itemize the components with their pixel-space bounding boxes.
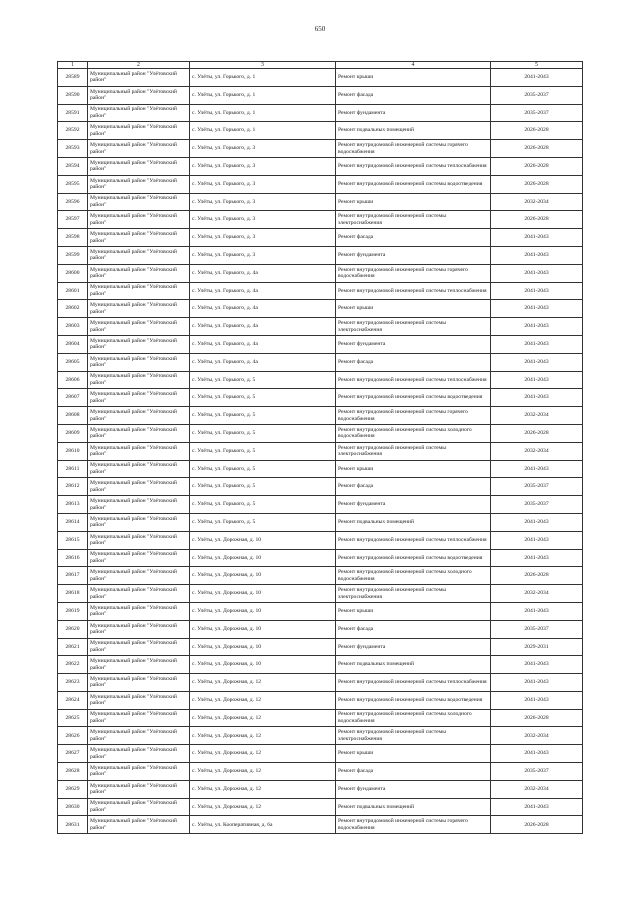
period-cell: 2035-2037 [491, 620, 583, 638]
row-number-cell: 28589 [58, 69, 88, 87]
period-cell: 2041-2043 [491, 389, 583, 407]
work-type-cell: Ремонт крыши [336, 602, 491, 620]
table-row [58, 460, 583, 478]
district-cell: Муниципальный район "Улётовский район" [88, 86, 190, 104]
row-number-cell: 28596 [58, 193, 88, 211]
period-cell: 2041-2043 [491, 602, 583, 620]
period-cell: 2029-2031 [491, 638, 583, 656]
district-cell: Муниципальный район "Улётовский район" [88, 69, 190, 87]
table-row [58, 727, 583, 745]
period-cell: 2026-2028 [491, 816, 583, 834]
table-row [58, 780, 583, 798]
table-row [58, 549, 583, 567]
district-cell: Муниципальный район "Улётовский район" [88, 656, 190, 674]
work-type-cell: Ремонт внутридомовой инженерной системы теплоснабжения [336, 282, 491, 300]
district-cell: Муниципальный район "Улётовский район" [88, 620, 190, 638]
work-type-cell: Ремонт фасада [336, 620, 491, 638]
district-cell: Муниципальный район "Улётовский район" [88, 140, 190, 158]
work-type-cell: Ремонт внутридомовой инженерной системы теплоснабжения [336, 157, 491, 175]
address-cell: с. Улёты, ул. Горького, д. 1 [190, 86, 336, 104]
row-number-cell: 28600 [58, 264, 88, 282]
table-row [58, 157, 583, 175]
district-cell: Муниципальный район "Улётовский район" [88, 122, 190, 140]
period-cell: 2026-2028 [491, 424, 583, 442]
work-type-cell: Ремонт внутридомовой инженерной системы горячего водоснабжения [336, 407, 491, 425]
row-number-cell: 28629 [58, 780, 88, 798]
district-cell: Муниципальный район "Улётовский район" [88, 745, 190, 763]
address-cell: с. Улёты, ул. Горького, д. 1 [190, 122, 336, 140]
table-row [58, 193, 583, 211]
address-cell: с. Улёты, ул. Дорожная, д. 10 [190, 638, 336, 656]
row-number-cell: 28618 [58, 585, 88, 603]
row-number-cell: 28614 [58, 513, 88, 531]
column-header: 2 [88, 62, 190, 69]
district-cell: Муниципальный район "Улётовский район" [88, 371, 190, 389]
table-row [58, 709, 583, 727]
table-row [58, 656, 583, 674]
district-cell: Муниципальный район "Улётовский район" [88, 531, 190, 549]
work-type-cell: Ремонт внутридомовой инженерной системы холодного водоснабжения [336, 424, 491, 442]
period-cell: 2035-2037 [491, 763, 583, 781]
row-number-cell: 28610 [58, 442, 88, 460]
district-cell: Муниципальный район "Улётовский район" [88, 460, 190, 478]
table-row [58, 353, 583, 371]
table-row [58, 620, 583, 638]
work-type-cell: Ремонт внутридомовой инженерной системы водоотведения [336, 691, 491, 709]
work-type-cell: Ремонт фундамента [336, 335, 491, 353]
address-cell: с. Улёты, ул. Горького, д. 3 [190, 193, 336, 211]
district-cell: Муниципальный район "Улётовский район" [88, 353, 190, 371]
table-row [58, 816, 583, 834]
district-cell: Муниципальный район "Улётовский район" [88, 602, 190, 620]
address-cell: с. Улёты, ул. Горького, д. 5 [190, 460, 336, 478]
repair-schedule-table [57, 61, 583, 834]
district-cell: Муниципальный район "Улётовский район" [88, 246, 190, 264]
row-number-cell: 28625 [58, 709, 88, 727]
period-cell: 2026-2028 [491, 567, 583, 585]
address-cell: с. Улёты, ул. Горького, д. 3 [190, 157, 336, 175]
period-cell: 2041-2043 [491, 460, 583, 478]
address-cell: с. Улёты, ул. Горького, д. 1 [190, 69, 336, 87]
district-cell: Муниципальный район "Улётовский район" [88, 727, 190, 745]
district-cell: Муниципальный район "Улётовский район" [88, 424, 190, 442]
district-cell: Муниципальный район "Улётовский район" [88, 157, 190, 175]
row-number-cell: 28626 [58, 727, 88, 745]
address-cell: с. Улёты, ул. Горького, д. 5 [190, 371, 336, 389]
district-cell: Муниципальный район "Улётовский район" [88, 816, 190, 834]
work-type-cell: Ремонт внутридомовой инженерной системы электроснабжения [336, 727, 491, 745]
district-cell: Муниципальный район "Улётовский район" [88, 264, 190, 282]
address-cell: с. Улёты, ул. Дорожная, д. 10 [190, 656, 336, 674]
address-cell: с. Улёты, ул. Дорожная, д. 10 [190, 549, 336, 567]
row-number-cell: 28598 [58, 229, 88, 247]
row-number-cell: 28604 [58, 335, 88, 353]
table-row [58, 478, 583, 496]
address-cell: с. Улёты, ул. Горького, д. 4а [190, 335, 336, 353]
row-number-cell: 28593 [58, 140, 88, 158]
work-type-cell: Ремонт внутридомовой инженерной системы электроснабжения [336, 585, 491, 603]
row-number-cell: 28611 [58, 460, 88, 478]
work-type-cell: Ремонт фасада [336, 86, 491, 104]
address-cell: с. Улёты, ул. Горького, д. 5 [190, 513, 336, 531]
address-cell: с. Улёты, ул. Горького, д. 3 [190, 211, 336, 229]
table-body [58, 62, 583, 834]
address-cell: с. Улёты, ул. Горького, д. 4а [190, 300, 336, 318]
address-cell: с. Улёты, ул. Дорожная, д. 12 [190, 727, 336, 745]
row-number-cell: 28612 [58, 478, 88, 496]
table-row [58, 389, 583, 407]
period-cell: 2041-2043 [491, 246, 583, 264]
address-cell: с. Улёты, ул. Горького, д. 3 [190, 175, 336, 193]
table-row [58, 567, 583, 585]
work-type-cell: Ремонт фасада [336, 229, 491, 247]
period-cell: 2041-2043 [491, 229, 583, 247]
district-cell: Муниципальный район "Улётовский район" [88, 585, 190, 603]
period-cell: 2032-2034 [491, 727, 583, 745]
work-type-cell: Ремонт внутридомовой инженерной системы электроснабжения [336, 211, 491, 229]
period-cell: 2041-2043 [491, 371, 583, 389]
row-number-cell: 28609 [58, 424, 88, 442]
period-cell: 2032-2034 [491, 442, 583, 460]
table-row [58, 745, 583, 763]
work-type-cell: Ремонт крыши [336, 745, 491, 763]
district-cell: Муниципальный район "Улётовский район" [88, 549, 190, 567]
period-cell: 2041-2043 [491, 531, 583, 549]
row-number-cell: 28628 [58, 763, 88, 781]
address-cell: с. Улёты, ул. Дорожная, д. 10 [190, 620, 336, 638]
table-row [58, 211, 583, 229]
table-row [58, 282, 583, 300]
address-cell: с. Улёты, ул. Горького, д. 5 [190, 424, 336, 442]
period-cell: 2026-2028 [491, 175, 583, 193]
work-type-cell: Ремонт внутридомовой инженерной системы водоотведения [336, 549, 491, 567]
district-cell: Муниципальный район "Улётовский район" [88, 691, 190, 709]
address-cell: с. Улёты, ул. Горького, д. 1 [190, 104, 336, 122]
address-cell: с. Улёты, ул. Дорожная, д. 10 [190, 585, 336, 603]
table-row [58, 318, 583, 336]
row-number-cell: 28606 [58, 371, 88, 389]
row-number-cell: 28617 [58, 567, 88, 585]
work-type-cell: Ремонт внутридомовой инженерной системы теплоснабжения [336, 674, 491, 692]
table-row [58, 531, 583, 549]
district-cell: Муниципальный район "Улётовский район" [88, 798, 190, 816]
work-type-cell: Ремонт внутридомовой инженерной системы электроснабжения [336, 318, 491, 336]
table-row [58, 300, 583, 318]
period-cell: 2032-2034 [491, 193, 583, 211]
address-cell: с. Улёты, ул. Горького, д. 3 [190, 140, 336, 158]
row-number-cell: 28631 [58, 816, 88, 834]
table-row [58, 122, 583, 140]
row-number-cell: 28608 [58, 407, 88, 425]
period-cell: 2026-2028 [491, 122, 583, 140]
period-cell: 2041-2043 [491, 282, 583, 300]
period-cell: 2041-2043 [491, 691, 583, 709]
row-number-cell: 28613 [58, 496, 88, 514]
row-number-cell: 28602 [58, 300, 88, 318]
table-row [58, 140, 583, 158]
period-cell: 2026-2028 [491, 157, 583, 175]
column-header: 1 [58, 62, 88, 69]
row-number-cell: 28592 [58, 122, 88, 140]
table-row [58, 798, 583, 816]
row-number-cell: 28594 [58, 157, 88, 175]
work-type-cell: Ремонт внутридомовой инженерной системы теплоснабжения [336, 531, 491, 549]
period-cell: 2041-2043 [491, 335, 583, 353]
column-header: 4 [336, 62, 491, 69]
table-row [58, 371, 583, 389]
work-type-cell: Ремонт внутридомовой инженерной системы горячего водоснабжения [336, 816, 491, 834]
address-cell: с. Улёты, ул. Дорожная, д. 12 [190, 780, 336, 798]
table-row [58, 229, 583, 247]
row-number-cell: 28615 [58, 531, 88, 549]
row-number-cell: 28624 [58, 691, 88, 709]
table-row [58, 104, 583, 122]
work-type-cell: Ремонт подвальных помещений [336, 513, 491, 531]
address-cell: с. Улёты, ул. Дорожная, д. 10 [190, 531, 336, 549]
address-cell: с. Улёты, ул. Дорожная, д. 12 [190, 763, 336, 781]
table-row [58, 691, 583, 709]
work-type-cell: Ремонт фундамента [336, 104, 491, 122]
row-number-cell: 28630 [58, 798, 88, 816]
district-cell: Муниципальный район "Улётовский район" [88, 407, 190, 425]
work-type-cell: Ремонт внутридомовой инженерной системы теплоснабжения [336, 371, 491, 389]
district-cell: Муниципальный район "Улётовский район" [88, 282, 190, 300]
address-cell: с. Улёты, ул. Горького, д. 3 [190, 246, 336, 264]
period-cell: 2041-2043 [491, 656, 583, 674]
table-row [58, 585, 583, 603]
column-number-row [58, 62, 583, 69]
row-number-cell: 28591 [58, 104, 88, 122]
work-type-cell: Ремонт внутридомовой инженерной системы водоотведения [336, 175, 491, 193]
district-cell: Муниципальный район "Улётовский район" [88, 442, 190, 460]
table-row [58, 513, 583, 531]
work-type-cell: Ремонт фундамента [336, 246, 491, 264]
period-cell: 2041-2043 [491, 674, 583, 692]
table-row [58, 335, 583, 353]
period-cell: 2026-2028 [491, 211, 583, 229]
row-number-cell: 28597 [58, 211, 88, 229]
district-cell: Муниципальный район "Улётовский район" [88, 211, 190, 229]
period-cell: 2035-2037 [491, 104, 583, 122]
district-cell: Муниципальный район "Улётовский район" [88, 335, 190, 353]
work-type-cell: Ремонт фундамента [336, 638, 491, 656]
row-number-cell: 28620 [58, 620, 88, 638]
district-cell: Муниципальный район "Улётовский район" [88, 318, 190, 336]
address-cell: с. Улёты, ул. Дорожная, д. 12 [190, 674, 336, 692]
work-type-cell: Ремонт внутридомовой инженерной системы электроснабжения [336, 442, 491, 460]
period-cell: 2041-2043 [491, 353, 583, 371]
row-number-cell: 28616 [58, 549, 88, 567]
district-cell: Муниципальный район "Улётовский район" [88, 478, 190, 496]
address-cell: с. Улёты, ул. Горького, д. 5 [190, 496, 336, 514]
table-row [58, 424, 583, 442]
district-cell: Муниципальный район "Улётовский район" [88, 389, 190, 407]
period-cell: 2032-2034 [491, 407, 583, 425]
page-number: 650 [314, 25, 326, 33]
work-type-cell: Ремонт подвальных помещений [336, 798, 491, 816]
table-row [58, 246, 583, 264]
period-cell: 2026-2028 [491, 140, 583, 158]
work-type-cell: Ремонт внутридомовой инженерной системы горячего водоснабжения [336, 264, 491, 282]
work-type-cell: Ремонт фундамента [336, 780, 491, 798]
table-row [58, 86, 583, 104]
address-cell: с. Улёты, ул. Дорожная, д. 12 [190, 798, 336, 816]
period-cell: 2035-2037 [491, 478, 583, 496]
row-number-cell: 28595 [58, 175, 88, 193]
period-cell: 2041-2043 [491, 798, 583, 816]
row-number-cell: 28607 [58, 389, 88, 407]
work-type-cell: Ремонт фасада [336, 478, 491, 496]
column-header: 5 [491, 62, 583, 69]
row-number-cell: 28621 [58, 638, 88, 656]
table-row [58, 69, 583, 87]
column-header: 3 [190, 62, 336, 69]
district-cell: Муниципальный район "Улётовский район" [88, 780, 190, 798]
address-cell: с. Улёты, ул. Горького, д. 5 [190, 389, 336, 407]
address-cell: с. Улёты, ул. Горького, д. 4а [190, 318, 336, 336]
period-cell: 2041-2043 [491, 264, 583, 282]
row-number-cell: 28623 [58, 674, 88, 692]
work-type-cell: Ремонт крыши [336, 300, 491, 318]
address-cell: с. Улёты, ул. Горького, д. 4а [190, 353, 336, 371]
period-cell: 2041-2043 [491, 513, 583, 531]
row-number-cell: 28601 [58, 282, 88, 300]
work-type-cell: Ремонт фасада [336, 353, 491, 371]
table-row [58, 175, 583, 193]
district-cell: Муниципальный район "Улётовский район" [88, 229, 190, 247]
work-type-cell: Ремонт крыши [336, 460, 491, 478]
address-cell: с. Улёты, ул. Горького, д. 3 [190, 229, 336, 247]
period-cell: 2026-2028 [491, 709, 583, 727]
row-number-cell: 28603 [58, 318, 88, 336]
work-type-cell: Ремонт фасада [336, 763, 491, 781]
district-cell: Муниципальный район "Улётовский район" [88, 496, 190, 514]
work-type-cell: Ремонт внутридомовой инженерной системы холодного водоснабжения [336, 567, 491, 585]
address-cell: с. Улёты, ул. Горького, д. 4а [190, 282, 336, 300]
district-cell: Муниципальный район "Улётовский район" [88, 709, 190, 727]
work-type-cell: Ремонт крыши [336, 69, 491, 87]
period-cell: 2035-2037 [491, 496, 583, 514]
address-cell: с. Улёты, ул. Горького, д. 5 [190, 442, 336, 460]
table-row [58, 602, 583, 620]
table-row [58, 638, 583, 656]
work-type-cell: Ремонт внутридомовой инженерной системы холодного водоснабжения [336, 709, 491, 727]
table-row [58, 264, 583, 282]
work-type-cell: Ремонт крыши [336, 193, 491, 211]
period-cell: 2035-2037 [491, 86, 583, 104]
table-row [58, 442, 583, 460]
address-cell: с. Улёты, ул. Дорожная, д. 12 [190, 709, 336, 727]
period-cell: 2041-2043 [491, 69, 583, 87]
address-cell: с. Улёты, ул. Дорожная, д. 12 [190, 745, 336, 763]
table-row [58, 674, 583, 692]
period-cell: 2041-2043 [491, 745, 583, 763]
address-cell: с. Улёты, ул. Горького, д. 5 [190, 478, 336, 496]
table-row [58, 407, 583, 425]
work-type-cell: Ремонт фундамента [336, 496, 491, 514]
district-cell: Муниципальный район "Улётовский район" [88, 674, 190, 692]
work-type-cell: Ремонт внутридомовой инженерной системы горячего водоснабжения [336, 140, 491, 158]
period-cell: 2041-2043 [491, 300, 583, 318]
district-cell: Муниципальный район "Улётовский район" [88, 567, 190, 585]
address-cell: с. Улёты, ул. Дорожная, д. 10 [190, 567, 336, 585]
address-cell: с. Улёты, ул. Кооперативная, д. 6а [190, 816, 336, 834]
district-cell: Муниципальный район "Улётовский район" [88, 175, 190, 193]
district-cell: Муниципальный район "Улётовский район" [88, 104, 190, 122]
district-cell: Муниципальный район "Улётовский район" [88, 638, 190, 656]
period-cell: 2032-2034 [491, 585, 583, 603]
address-cell: с. Улёты, ул. Горького, д. 5 [190, 407, 336, 425]
work-type-cell: Ремонт внутридомовой инженерной системы водоотведения [336, 389, 491, 407]
row-number-cell: 28590 [58, 86, 88, 104]
row-number-cell: 28622 [58, 656, 88, 674]
district-cell: Муниципальный район "Улётовский район" [88, 513, 190, 531]
district-cell: Муниципальный район "Улётовский район" [88, 763, 190, 781]
row-number-cell: 28619 [58, 602, 88, 620]
district-cell: Муниципальный район "Улётовский район" [88, 193, 190, 211]
table-row [58, 496, 583, 514]
work-type-cell: Ремонт подвальных помещений [336, 122, 491, 140]
row-number-cell: 28599 [58, 246, 88, 264]
row-number-cell: 28605 [58, 353, 88, 371]
table-row [58, 763, 583, 781]
address-cell: с. Улёты, ул. Горького, д. 4а [190, 264, 336, 282]
period-cell: 2032-2034 [491, 780, 583, 798]
work-type-cell: Ремонт подвальных помещений [336, 656, 491, 674]
row-number-cell: 28627 [58, 745, 88, 763]
address-cell: с. Улёты, ул. Дорожная, д. 10 [190, 602, 336, 620]
address-cell: с. Улёты, ул. Дорожная, д. 12 [190, 691, 336, 709]
period-cell: 2041-2043 [491, 549, 583, 567]
period-cell: 2041-2043 [491, 318, 583, 336]
district-cell: Муниципальный район "Улётовский район" [88, 300, 190, 318]
